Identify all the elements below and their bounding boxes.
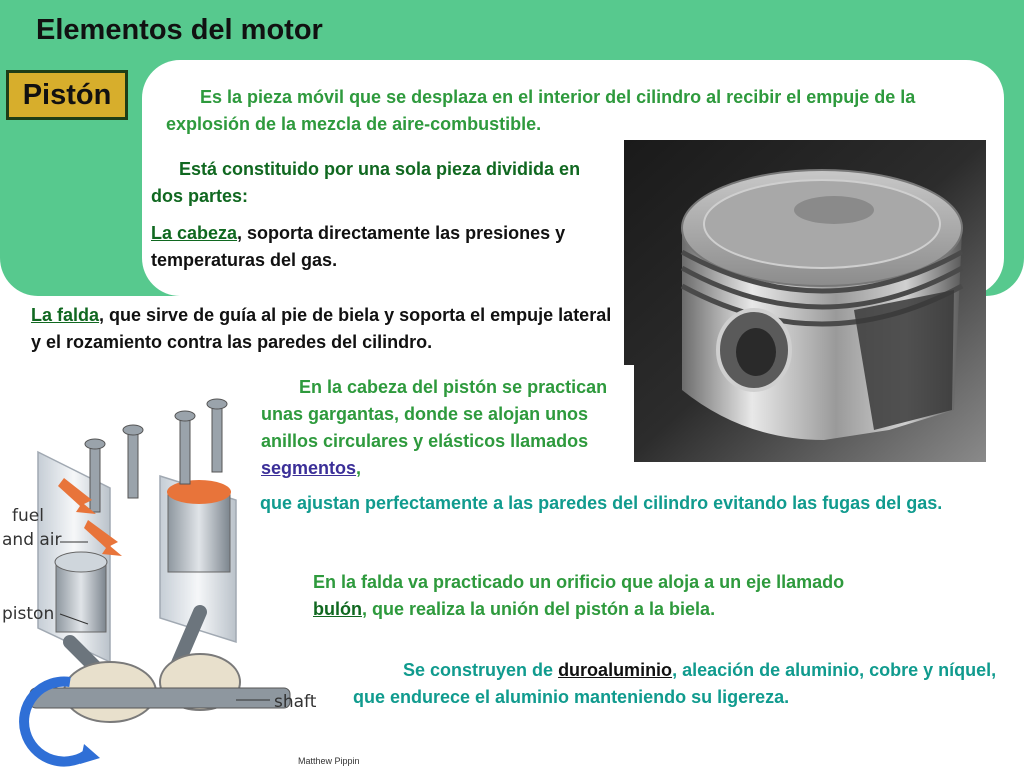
material-paragraph [353,657,1013,711]
pin-link[interactable]: bulón [313,599,362,619]
structure-paragraph: Está constituido por una sola pieza dividida en dos partes: [151,159,581,206]
head-link[interactable]: La cabeza [151,223,238,243]
piston-label: piston [2,604,55,624]
material-text: Se construyen de [403,660,554,680]
engine-illustration [0,392,330,768]
pin-paragraph [313,569,903,623]
slide-title: Elementos del motor [36,14,323,46]
pin-rest: , que realiza la unión del pistón a la biela. [361,599,716,619]
head-text: , soporta directamente las presiones y temperaturas del gas. [151,223,566,270]
image-credit: Matthew Pippin [298,756,360,766]
and-air-label: and air [2,530,62,550]
duralumin-link[interactable]: duroaluminio [558,660,673,680]
definition-paragraph: Es la pieza móvil que se desplaza en el interior del cilindro al recibir el empuje de la explosión de la mezcla de aire-combustible. [166,87,916,134]
material-rest: , aleación de aluminio, cobre y níquel, que endurece el aluminio manteniendo su ligereza. [353,660,997,707]
skirt-text: , que sirve de guía al pie de biela y soporta el empuje lateral y el rozamiento contra las paredes del cilindro. [31,305,612,352]
pin-text: En la falda va practicado un orificio que aloja a un eje llamado [313,572,845,592]
piston-photo [624,140,986,462]
section-badge: Pistón [6,70,128,120]
head-paragraph [151,220,571,274]
fuel-label: fuel [12,506,44,526]
segments-link[interactable]: segmentos [261,458,357,478]
piston-body [682,170,962,440]
rings-text: En la cabeza del pistón se practican unas gargantas, donde se alojan unos anillos circulares y elásticos llamados [261,377,608,451]
skirt-paragraph [31,302,621,356]
seal-paragraph: que ajustan perfectamente a las paredes del cilindro evitando las fugas del gas. [260,493,943,513]
rings-comma: , [356,458,362,478]
skirt-link[interactable]: La falda [31,305,100,325]
shaft-label: shaft [274,692,317,712]
